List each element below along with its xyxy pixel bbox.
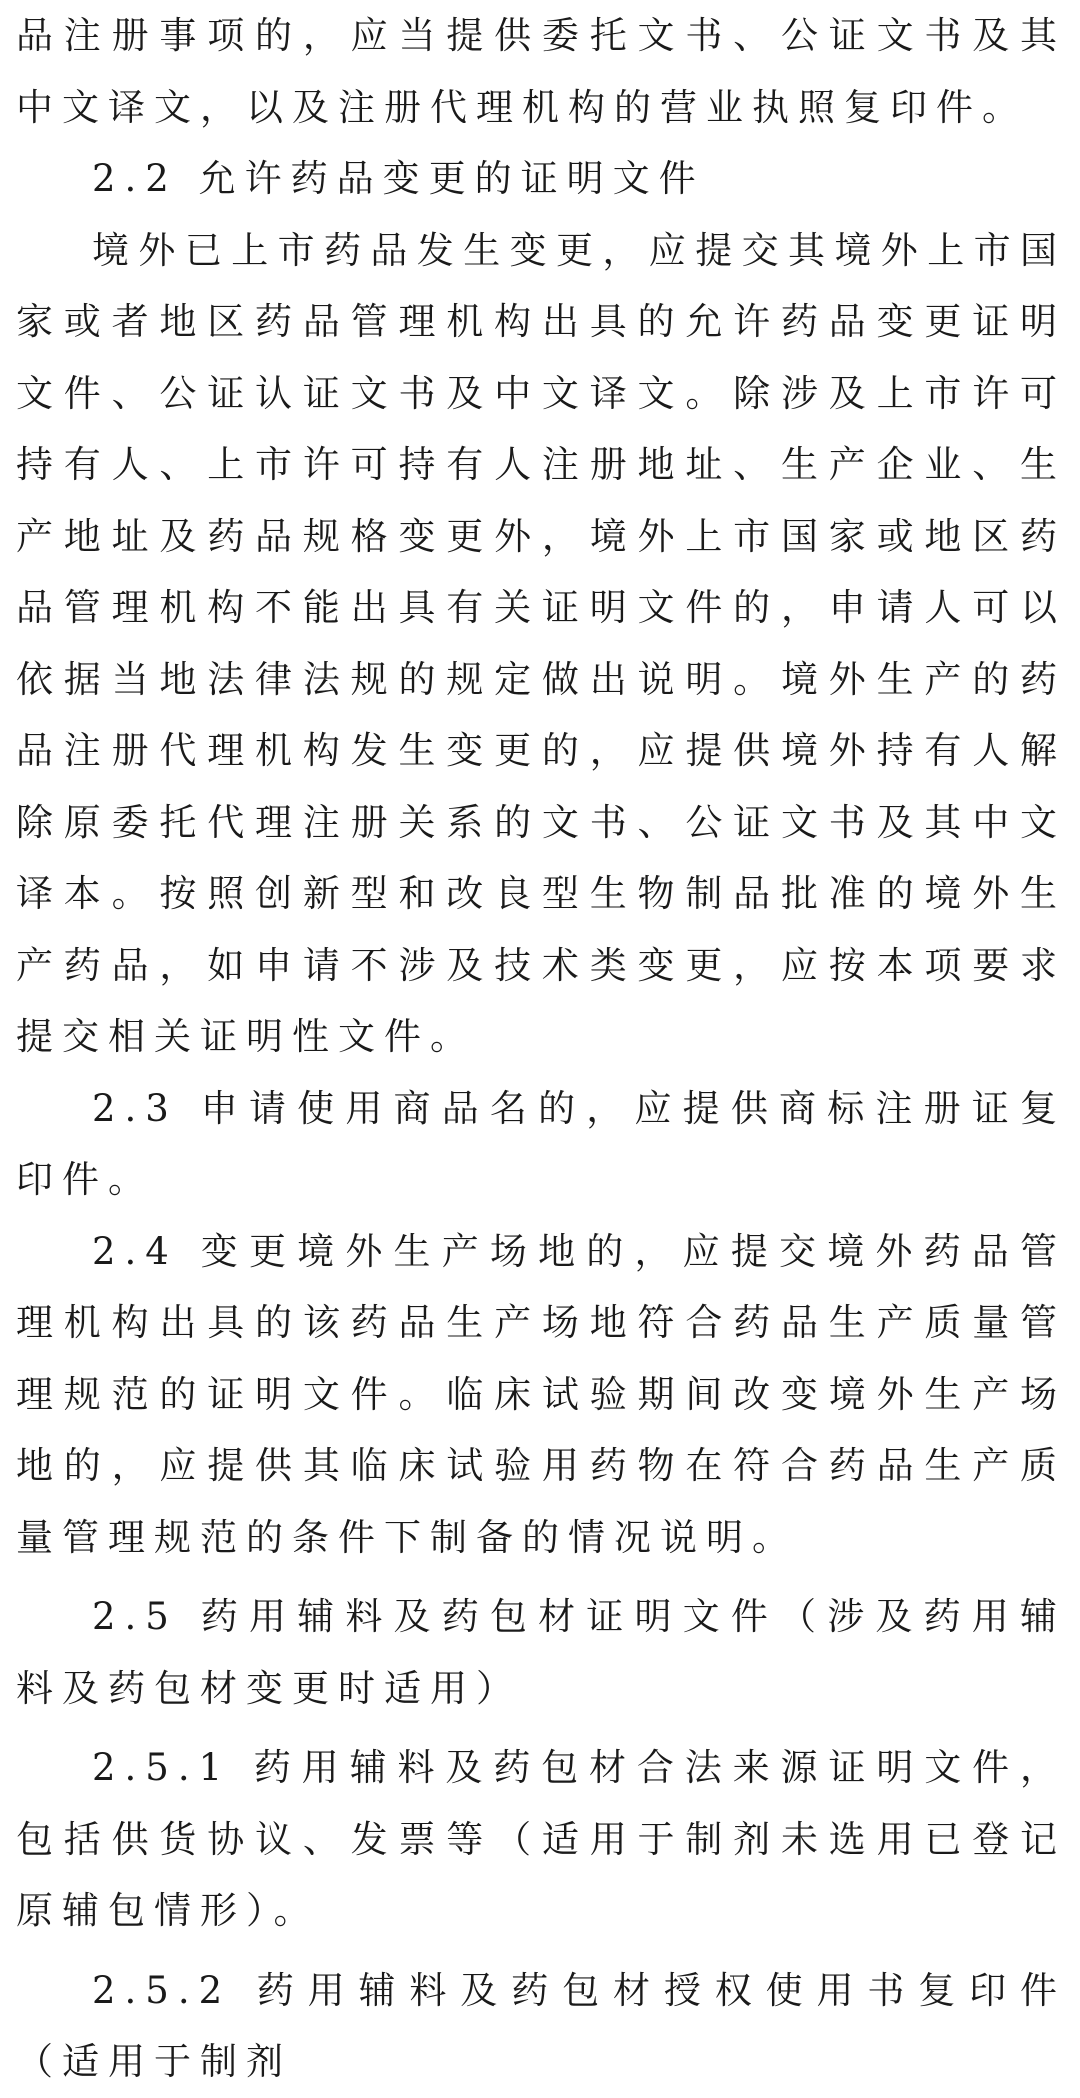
paragraph-2-5: 2.5 药用辅料及药包材证明文件（涉及药用辅料及药包材变更时适用） — [16, 1595, 1066, 1710]
paragraph-continued: 品注册事项的，应当提供委托文书、公证文书及其中文译文，以及注册代理机构的营业执照复印件。 — [16, 14, 1066, 129]
paragraph-2-4: 2.4 变更境外生产场地的，应提交境外药品管理机构出具的该药品生产场地符合药品生产质量管理规范的证明文件。临床试验期间改变境外生产场地的，应提供其临床试验用药物在符合药品生产质量管理规范的条件下制备的情况说明。 — [16, 1229, 1066, 1559]
paragraph-2-2-body: 境外已上市药品发生变更，应提交其境外上市国家或者地区药品管理机构出具的允许药品变更证明文件、公证认证文书及中文译文。除涉及上市许可持有人、上市许可持有人注册地址、生产企业、生产地址及药品规格变更外，境外上市国家或地区药品管理机构不能出具有关证明文件的，申请人可以依据当地法律法规的规定做出说明。境外生产的药品注册代理机构发生变更的，应提供境外持有人解除原委托代理注册关系的文书、公证文书及其中文译本。按照创新型和改良型生物制品批准的境外生产药品，如申请不涉及技术类变更，应按本项要求提交相关证明性文件。 — [16, 228, 1066, 1058]
paragraph-2-5-1: 2.5.1 药用辅料及药包材合法来源证明文件，包括供货协议、发票等（适用于制剂未选用已登记原辅包情形）。 — [16, 1746, 1066, 1932]
section-heading-2-2: 2.2 允许药品变更的证明文件 — [92, 157, 705, 200]
paragraph-2-5-2: 2.5.2 药用辅料及药包材授权使用书复印件（适用于制剂 — [16, 1968, 1066, 2083]
paragraph-2-3: 2.3 申请使用商品名的，应提供商标注册证复印件。 — [16, 1086, 1066, 1201]
